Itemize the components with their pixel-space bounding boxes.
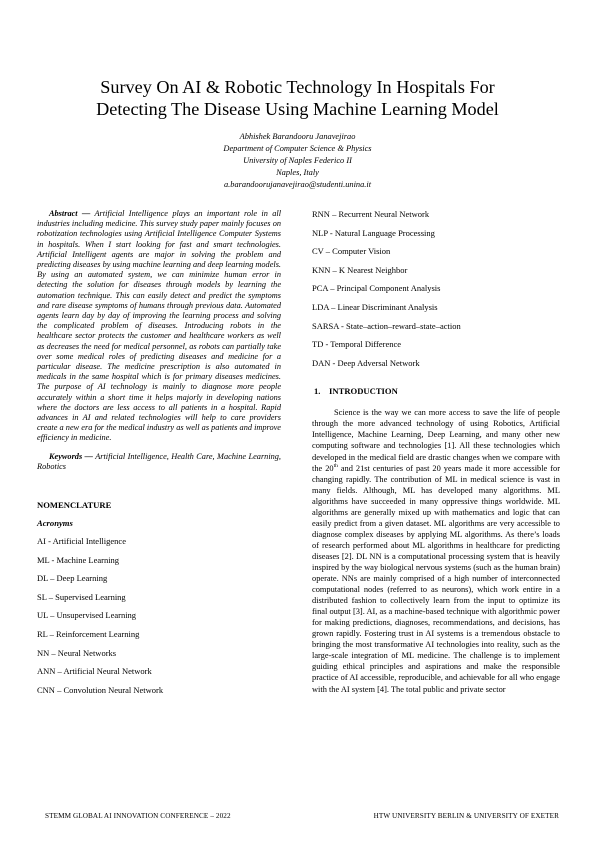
abstract-text: Artificial Intelligence plays an important role in all industries including medicine. This survey study paper mainly focuses on robotization technologies using Artificial Intelligence Computer Systems in hospitals. When I start looking for fast and smart technologies. Artificial Intelligent agents are major in solving the problem and predicting diseases by using machine learning and deep learning models. By using an automated system, we can minimize human error in detecting the solution for diseases through models by learning the automation technique. This can easily detect and predict the symptoms and rare disease symptoms of humans through previous data. Automated agents learn day by day of improving the learning process and solving the complicated problem of diseases. Introducing robots in the healthcare sector protects the customer and healthcare workers as well as decreases the need for medical personnel, as robots can partially take over some medical roles of predicting diseases and medicine for a particular disease. The medicine prescription is also automated in medicals in the same hospital which is for primary diseases medicines. The purpose of AI technology is mainly to diagnose more people accurately within a short time it helps majorly in developing nations where the doctors are less access to all patients in a hospital. Rapid advances in AI and related technologies will help to care providers create a new era for the medical industry as well as patients and improve efficiency in medicine.: [37, 209, 281, 443]
keywords: [37, 452, 281, 472]
acronym-item: CNN – Convolution Neural Network: [37, 684, 164, 695]
acronym-list-left: [37, 536, 281, 696]
author-location: Naples, Italy: [276, 168, 319, 177]
keywords-text: Artificial Intelligence, Health Care, Machine Learning, Robotics: [37, 451, 281, 471]
author-name: Abhishek Barandooru Janavejirao: [239, 132, 356, 141]
title-line-2: Detecting The Disease Using Machine Learning Model: [96, 99, 499, 119]
intro-text-part-2: and 21st centuries of past 20 years made it more accessible for changing rapidly. The contribution of ML in medical science is vast in many fields. Although, ML has developed many algorithms. ML algorithms have succeeded in many oppressive things worldwide. ML algorithms are generally mixed up with mathematics and logic that can easily predict from a given dataset. ML algorithms are very accessible to diagnose complex diseases by applying ML algorithms. As there’s loads of research performed about ML algorithms in healthcare for predicting diseases [2]. DL NN is a computational processing system that is heavily inspired by the way biological nervous systems (such as the human brain) operate. NNs are mainly comprised of a high number of interconnected computational nodes (referred to as neurons), which work entire in a distributed fashion to collectively learn from the input to optimize its final output [3]. AI, as a machine-based technique with algorithmic power for making predictions, diagnoses, recommendations, and decisions, has grown rapidly. Fostering trust in AI systems is a tremendous obstacle to bringing the most transformative AI technologies into reality, such as the large-scale integration of ML medicine. The challenge is to implement guiding ethical principles and aspirations and make the responsible practice of AI accessible, reproducible, and achievable for all who engage with the AI system [4]. The total public and private sector: [312, 463, 560, 694]
footer-universities: HTW UNIVERSITY BERLIN & UNIVERSITY OF EXETER: [373, 812, 559, 820]
acronym-item: UL – Unsupervised Learning: [37, 610, 137, 621]
left-column: [37, 209, 281, 703]
acronym-item: ML - Machine Learning: [37, 554, 120, 565]
acronym-item: DAN - Deep Adversal Network: [312, 357, 420, 368]
acronym-item: RL – Reinforcement Learning: [37, 629, 140, 640]
abstract: [37, 209, 281, 444]
acronym-item: NLP - Natural Language Processing: [312, 227, 435, 238]
author-university: University of Naples Federico II: [243, 156, 352, 165]
keywords-label: Keywords —: [49, 451, 93, 461]
acronym-item: AI - Artificial Intelligence: [37, 536, 126, 547]
abstract-label: Abstract —: [49, 209, 91, 218]
title-line-1: Survey On AI & Robotic Technology In Hospitals For: [100, 77, 495, 97]
footer-conference: STEMM GLOBAL AI INNOVATION CONFERENCE – 2022: [45, 812, 231, 820]
acronym-item: TD - Temporal Difference: [312, 339, 402, 350]
acronym-item: DL – Deep Learning: [37, 573, 108, 584]
acronym-item: CV – Computer Vision: [312, 246, 391, 257]
acronym-list-right: [312, 209, 560, 369]
author-block: [180, 131, 415, 191]
acronym-item: SL – Supervised Learning: [37, 591, 126, 602]
introduction-paragraph: [312, 407, 560, 694]
acronym-item: ANN – Artificial Neural Network: [37, 666, 152, 677]
right-column: [312, 209, 560, 695]
author-department: Department of Computer Science & Physics: [223, 144, 372, 153]
intro-text-part-1: Science is the way we can more access to save the life of people through the more advanced technology of using Robotics, Artificial Intelligence, Machine Learning, Deep Learning, and many other new computing software and technologies [1]. All these technologies which developed in the medical field are drastic changes when we compare with the 20: [312, 408, 560, 473]
author-email: a.barandoorujanavejirao@studenti.unina.it: [223, 180, 372, 189]
acronym-item: KNN – K Nearest Neighbor: [312, 264, 408, 275]
acronyms-subheading: Acronyms: [37, 518, 73, 529]
acronym-item: LDA – Linear Discriminant Analysis: [312, 301, 438, 312]
nomenclature-heading: NOMENCLATURE: [37, 500, 112, 511]
superscript-th: th: [333, 462, 338, 469]
acronym-item: NN – Neural Networks: [37, 647, 117, 658]
paper-title: [40, 76, 555, 120]
acronym-item: SARSA - State–action–reward–state–action: [312, 320, 461, 331]
acronym-item: RNN – Recurrent Neural Network: [312, 209, 430, 219]
acronym-item: PCA – Principal Component Analysis: [312, 283, 441, 294]
introduction-heading: 1. INTRODUCTION: [314, 386, 398, 397]
